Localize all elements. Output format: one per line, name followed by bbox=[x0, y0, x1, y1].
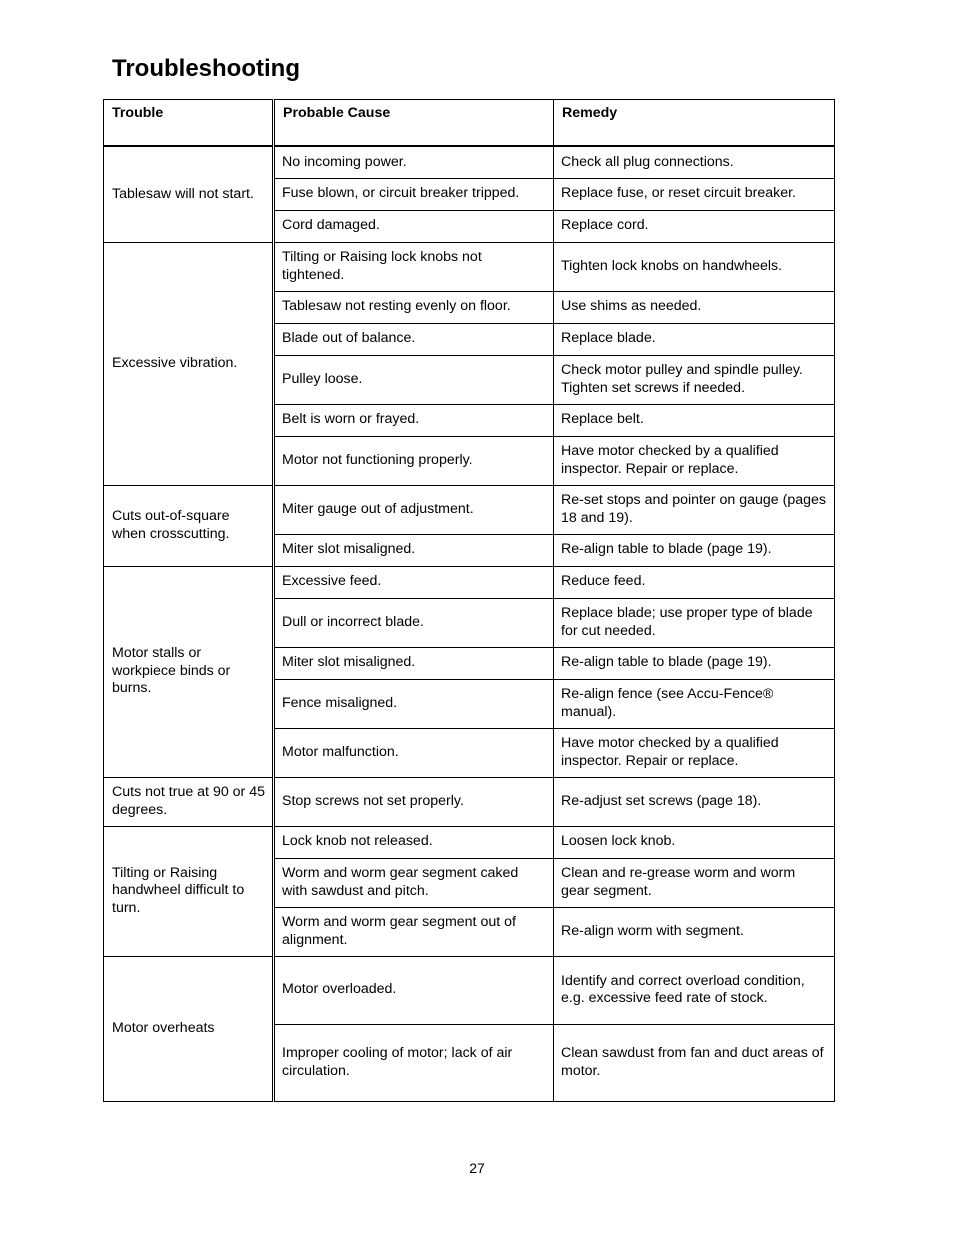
remedy-cell: Check motor pulley and spindle pulley. Tighten set screws if needed. bbox=[554, 355, 835, 404]
remedy-cell: Clean and re-grease worm and worm gear segment. bbox=[554, 858, 835, 907]
remedy-cell: Use shims as needed. bbox=[554, 291, 835, 323]
remedy-cell: Replace cord. bbox=[554, 210, 835, 242]
page-number: 27 bbox=[469, 1160, 485, 1176]
table-row bbox=[104, 826, 835, 858]
table-header-row bbox=[104, 100, 835, 147]
remedy-cell: Re-align fence (see Accu-Fence® manual). bbox=[554, 679, 835, 728]
cause-cell: Lock knob not released. bbox=[274, 826, 554, 858]
column-header-remedy: Remedy bbox=[554, 100, 835, 147]
troubleshooting-table-wrapper bbox=[103, 99, 834, 1102]
remedy-cell: Re-adjust set screws (page 18). bbox=[554, 777, 835, 826]
remedy-cell: Replace belt. bbox=[554, 404, 835, 436]
trouble-cell: Cuts not true at 90 or 45 degrees. bbox=[104, 777, 274, 826]
remedy-cell: Re-align table to blade (page 19). bbox=[554, 534, 835, 566]
cause-cell: Pulley loose. bbox=[274, 355, 554, 404]
cause-cell: No incoming power. bbox=[274, 146, 554, 178]
cause-cell: Miter slot misaligned. bbox=[274, 534, 554, 566]
cause-cell: Worm and worm gear segment out of alignment. bbox=[274, 907, 554, 956]
table-row bbox=[104, 146, 835, 178]
remedy-cell: Have motor checked by a qualified inspector. Repair or replace. bbox=[554, 436, 835, 485]
table-row bbox=[104, 777, 835, 826]
cause-cell: Cord damaged. bbox=[274, 210, 554, 242]
trouble-cell: Tilting or Raising handwheel difficult to turn. bbox=[104, 826, 274, 956]
remedy-cell: Replace fuse, or reset circuit breaker. bbox=[554, 178, 835, 210]
remedy-cell: Re-set stops and pointer on gauge (pages 18 and 19). bbox=[554, 485, 835, 534]
cause-cell: Belt is worn or frayed. bbox=[274, 404, 554, 436]
remedy-cell: Have motor checked by a qualified inspector. Repair or replace. bbox=[554, 728, 835, 777]
cause-cell: Tablesaw not resting evenly on floor. bbox=[274, 291, 554, 323]
table-row bbox=[104, 485, 835, 534]
cause-cell: Motor overloaded. bbox=[274, 956, 554, 1024]
remedy-cell: Loosen lock knob. bbox=[554, 826, 835, 858]
remedy-cell: Re-align table to blade (page 19). bbox=[554, 647, 835, 679]
cause-cell: Miter slot misaligned. bbox=[274, 647, 554, 679]
cause-cell: Motor not functioning properly. bbox=[274, 436, 554, 485]
column-header-trouble: Trouble bbox=[104, 100, 274, 147]
cause-cell: Blade out of balance. bbox=[274, 323, 554, 355]
remedy-cell: Identify and correct overload condition, e.g. excessive feed rate of stock. bbox=[554, 956, 835, 1024]
remedy-cell: Reduce feed. bbox=[554, 566, 835, 598]
trouble-cell: Excessive vibration. bbox=[104, 242, 274, 485]
cause-cell: Fuse blown, or circuit breaker tripped. bbox=[274, 178, 554, 210]
cause-cell: Miter gauge out of adjustment. bbox=[274, 485, 554, 534]
table-row bbox=[104, 956, 835, 1024]
trouble-cell: Cuts out-of-square when crosscutting. bbox=[104, 485, 274, 566]
trouble-cell: Motor overheats bbox=[104, 956, 274, 1101]
column-header-probable-cause: Probable Cause bbox=[274, 100, 554, 147]
remedy-cell: Replace blade; use proper type of blade for cut needed. bbox=[554, 598, 835, 647]
cause-cell: Motor malfunction. bbox=[274, 728, 554, 777]
cause-cell: Excessive feed. bbox=[274, 566, 554, 598]
cause-cell: Worm and worm gear segment caked with sawdust and pitch. bbox=[274, 858, 554, 907]
cause-cell: Stop screws not set properly. bbox=[274, 777, 554, 826]
trouble-cell: Tablesaw will not start. bbox=[104, 146, 274, 242]
remedy-cell: Clean sawdust from fan and duct areas of motor. bbox=[554, 1024, 835, 1101]
trouble-cell: Motor stalls or workpiece binds or burns. bbox=[104, 566, 274, 777]
table-row bbox=[104, 566, 835, 598]
remedy-cell: Re-align worm with segment. bbox=[554, 907, 835, 956]
cause-cell: Dull or incorrect blade. bbox=[274, 598, 554, 647]
table-row bbox=[104, 242, 835, 291]
remedy-cell: Tighten lock knobs on handwheels. bbox=[554, 242, 835, 291]
cause-cell: Tilting or Raising lock knobs not tightened. bbox=[274, 242, 554, 291]
remedy-cell: Check all plug connections. bbox=[554, 146, 835, 178]
remedy-cell: Replace blade. bbox=[554, 323, 835, 355]
cause-cell: Improper cooling of motor; lack of air circulation. bbox=[274, 1024, 554, 1101]
troubleshooting-table bbox=[103, 99, 835, 1102]
cause-cell: Fence misaligned. bbox=[274, 679, 554, 728]
page-title: Troubleshooting bbox=[112, 55, 300, 82]
